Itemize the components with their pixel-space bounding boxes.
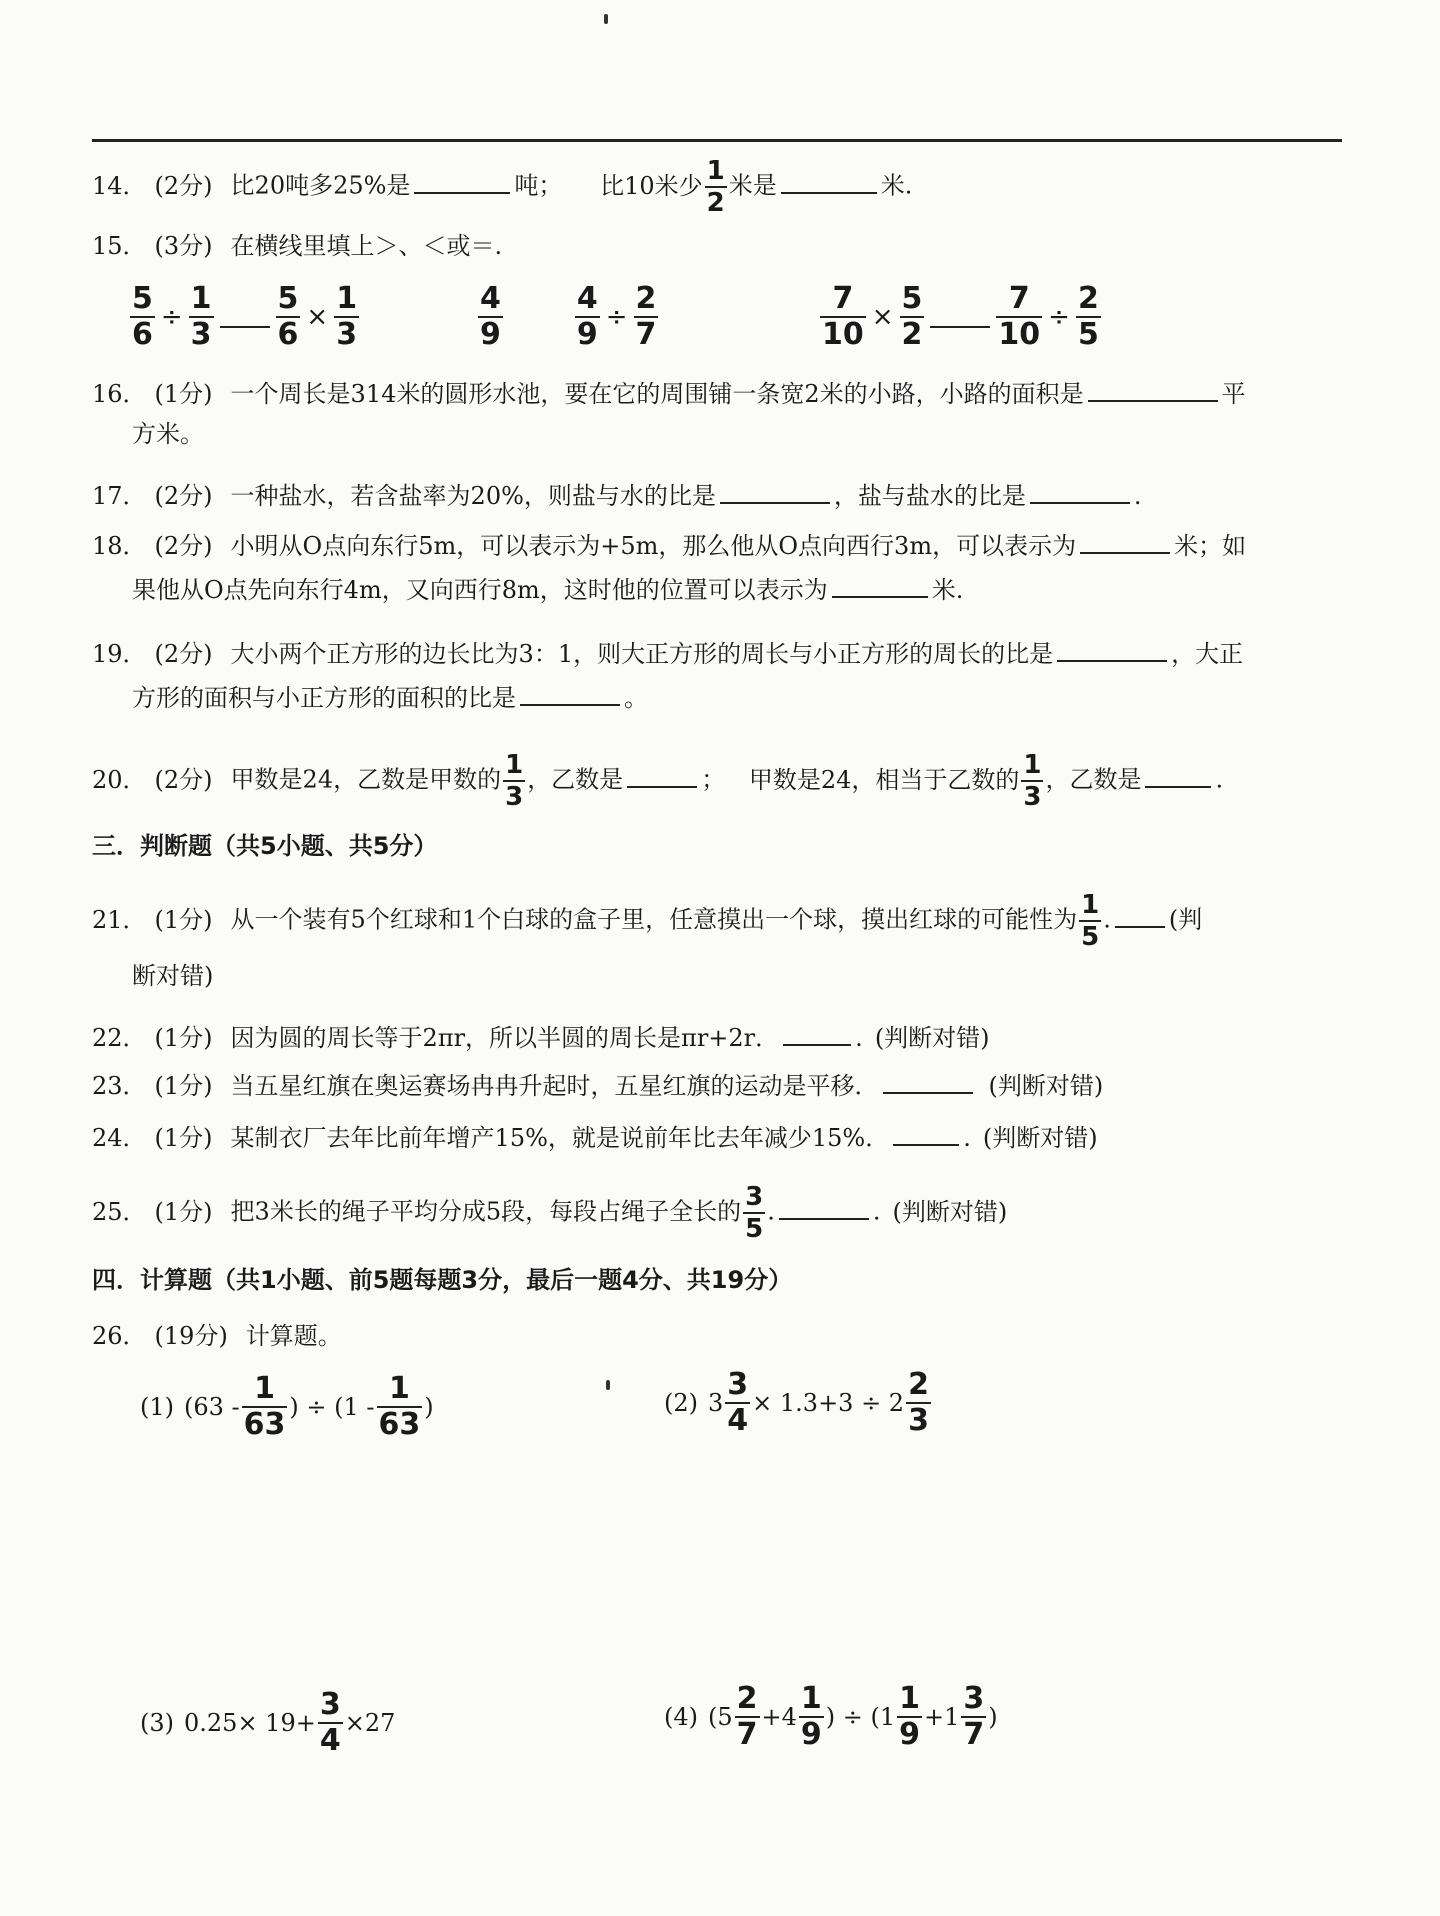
fraction: $\frac{1}{5}$ — [1081, 890, 1100, 952]
answer-blank[interactable] — [1057, 638, 1167, 662]
question-21-cont: 断对错) — [132, 962, 214, 990]
compare-expr-2: $\frac{4}{9}$ $\frac{4}{9}$ ÷ $\frac{2}{7}$ — [480, 281, 657, 352]
section-4-heading: 四．计算题（共1小题、前5题每题3分，最后一题4分、共19分） — [92, 1266, 793, 1294]
compare-blank[interactable] — [220, 306, 270, 328]
scan-mark — [604, 14, 608, 24]
calc-part-2: (2) 3 $\frac{3}{4}$ × 1.3+3 ÷ 2 $\frac{2}{3}$ — [664, 1367, 929, 1438]
answer-blank[interactable] — [1080, 530, 1170, 554]
question-18-cont: 果他从O点先向东行4m，又向西行8m，这时他的位置可以表示为 米. — [132, 576, 964, 604]
question-20: 20． (2分) 甲数是24，乙数是甲数的 $\frac{1}{3}$ ，乙数是 ； 甲数是24，相当于乙数的 $\frac{1}{3}$ ，乙数是 . — [92, 750, 1224, 812]
question-22: 22． (1分) 因为圆的周长等于2πr，所以半圆的周长是πr+2r． . (判断对错) — [92, 1024, 990, 1052]
question-19: 19． (2分) 大小两个正方形的边长比为3：1，则大正方形的周长与小正方形的周长的比是 ，大正 — [92, 640, 1244, 668]
calc-part-4: (4) (5 $\frac{2}{7}$ +4 $\frac{1}{9}$ ) ÷ (1 $\frac{1}{9}$ +1 $\frac{3}{7}$ ) — [664, 1681, 998, 1752]
answer-blank[interactable] — [781, 170, 877, 194]
answer-blank[interactable] — [1088, 378, 1218, 402]
fraction: $\frac{1}{3}$ — [505, 750, 524, 812]
fraction: $\frac{1}{2}$ — [706, 156, 725, 218]
question-23: 23． (1分) 当五星红旗在奥运赛场冉冉升起时，五星红旗的运动是平移． (判断对错) — [92, 1072, 1104, 1100]
question-16: 16． (1分) 一个周长是314米的圆形水池，要在它的周围铺一条宽2米的小路，小路的面积是 平 — [92, 380, 1246, 408]
compare-expr-3: $\frac{7}{10}$ × $\frac{5}{2}$ $\frac{7}{10}$ ÷ $\frac{2}{5}$ — [822, 281, 1099, 352]
question-14: 14． (2分) 比20吨多25%是 吨； 比10米少 $\frac{1}{2}$ 米是 米. — [92, 156, 913, 218]
question-21: 21． (1分) 从一个装有5个红球和1个白球的盒子里，任意摸出一个球，摸出红球的可能性为 $\frac{1}{5}$ . (判 — [92, 890, 1203, 952]
scan-mark — [606, 1380, 610, 1390]
question-17: 17． (2分) 一种盐水，若含盐率为20%，则盐与水的比是 ，盐与盐水的比是 . — [92, 482, 1142, 510]
answer-blank[interactable] — [832, 574, 928, 598]
answer-blank[interactable] — [627, 764, 697, 788]
answer-blank[interactable] — [1115, 904, 1165, 928]
top-rule — [92, 139, 1342, 142]
fraction: $\frac{1}{3}$ — [1023, 750, 1042, 812]
answer-blank[interactable] — [520, 682, 620, 706]
answer-blank[interactable] — [1030, 480, 1130, 504]
question-24: 24． (1分) 某制衣厂去年比前年增产15%，就是说前年比去年减少15%． . (判断对错) — [92, 1124, 1098, 1152]
question-25: 25． (1分) 把3米长的绳子平均分成5段，每段占绳子全长的 $\frac{3}{5}$ . . (判断对错) — [92, 1182, 1008, 1244]
calc-part-3: (3) 0.25× 19+ $\frac{3}{4}$ ×27 — [140, 1687, 396, 1758]
calc-part-1: (1) (63 - $\frac{1}{63}$ ) ÷ (1 - $\frac{1}{63}$ ) — [140, 1371, 434, 1442]
answer-blank[interactable] — [883, 1070, 973, 1094]
question-15: 15． (3分) 在横线里填上＞、＜或＝. — [92, 232, 503, 260]
question-18: 18． (2分) 小明从O点向东行5m，可以表示为+5m，那么他从O点向西行3m，可以表示为 米；如 — [92, 532, 1247, 560]
question-16-cont: 方米。 — [132, 420, 204, 448]
compare-blank[interactable] — [509, 306, 569, 328]
section-3-heading: 三．判断题（共5小题、共5分） — [92, 832, 438, 860]
question-19-cont: 方形的面积与小正方形的面积的比是 。 — [132, 684, 648, 712]
answer-blank[interactable] — [720, 480, 830, 504]
answer-blank[interactable] — [893, 1122, 959, 1146]
answer-blank[interactable] — [414, 170, 510, 194]
answer-blank[interactable] — [783, 1022, 851, 1046]
fraction: $\frac{3}{5}$ — [745, 1182, 764, 1244]
compare-expr-1: $\frac{5}{6}$ ÷ $\frac{1}{3}$ $\frac{5}{6}$ × $\frac{1}{3}$ — [132, 281, 358, 352]
answer-blank[interactable] — [1145, 764, 1211, 788]
compare-blank[interactable] — [930, 306, 990, 328]
question-26: 26． (19分) 计算题。 — [92, 1322, 342, 1350]
answer-blank[interactable] — [779, 1196, 869, 1220]
